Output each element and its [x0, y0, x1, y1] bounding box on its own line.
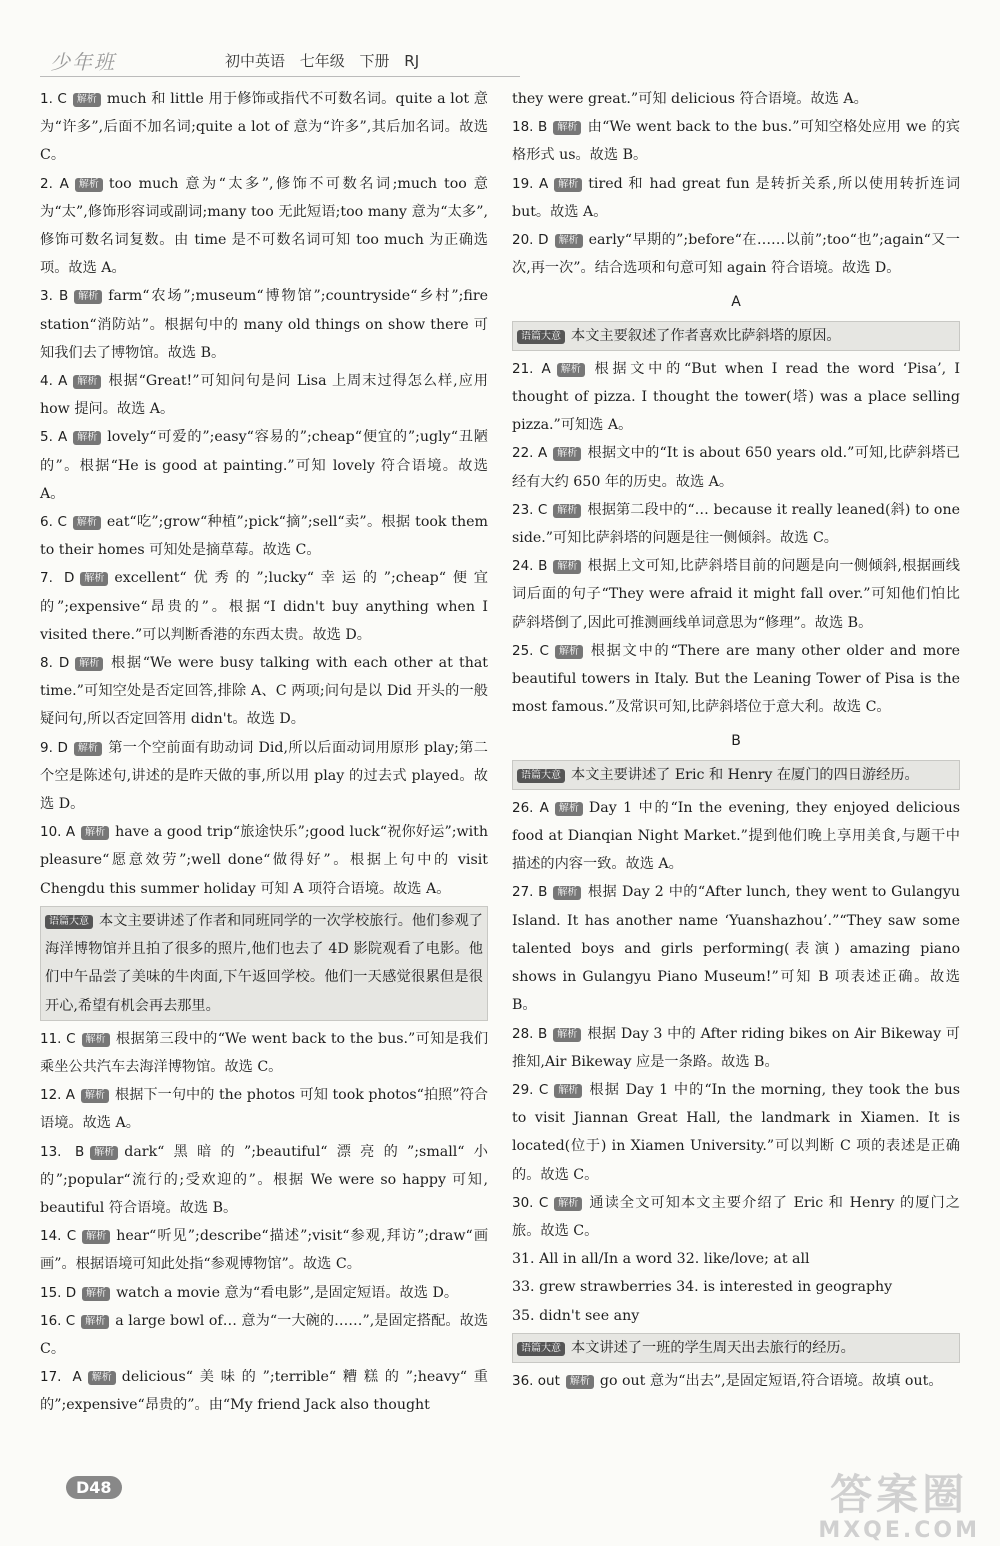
analysis-tag: 解析 [554, 178, 582, 192]
question-number: 4. A [40, 373, 68, 390]
analysis-tag: 解析 [555, 802, 583, 816]
question-number: 3. B [40, 288, 69, 305]
analysis-tag: 解析 [553, 447, 581, 461]
analysis-tag: 解析 [80, 572, 108, 586]
analysis-tag: 解析 [82, 1033, 110, 1047]
explanation-text: a large bowl of… 意为“一大碗的……”,是固定搭配。故选 C。 [40, 1312, 489, 1357]
summary-text: 本文主要讲述了 Eric 和 Henry 在厦门的四日游经历。 [571, 766, 919, 783]
summary-text: 本文讲述了一班的学生周天出去旅行的经历。 [571, 1339, 855, 1356]
explanation-text: Day 1 中的“In the evening, they enjoyed delicious food at Dianqian Night Market.”提到他们晚上享用美食,与题干中描述的内容一致。故选 A。 [512, 799, 960, 873]
answer-entry [40, 170, 488, 283]
analysis-tag: 解析 [82, 1230, 110, 1244]
explanation-text: eat“吃”;grow“种植”;pick“摘”;sell“卖”。根据 took them to their homes 可知处是摘草莓。故选 C。 [40, 514, 488, 559]
question-number: 6. C [40, 514, 67, 531]
explanation-text: 根据第三段中的“We went back to the bus.”可知是我们乘坐公共汽车去海洋博物馆。故选 C。 [40, 1030, 489, 1075]
explanation-text: too much 意为“太多”,修饰不可数名词;much too 意为“太”,修饰形容词或副词;many too 无此短语;too many 意为“太多”,修饰可数名词复数。由 time 是不可数名词可知 too much 为正确选项。故选 A。 [40, 175, 488, 277]
answer-entry [512, 878, 960, 1019]
right-column [512, 85, 960, 1395]
analysis-tag: 解析 [74, 742, 102, 756]
watermark-url: MXQE.COM [818, 1518, 980, 1543]
analysis-tag: 解析 [553, 560, 581, 574]
subject-line: 初中英语 七年级 下册 RJ [225, 52, 420, 70]
analysis-tag: 解析 [73, 375, 101, 389]
analysis-tag: 解析 [555, 645, 583, 659]
summary-text: 本文主要叙述了作者喜欢比萨斜塔的原因。 [571, 327, 841, 344]
explanation-text: watch a movie 意为“看电影”,是固定短语。故选 D。 [116, 1284, 459, 1301]
question-number: 10. A [40, 824, 76, 841]
analysis-tag: 解析 [73, 93, 101, 107]
explanation-text: lovely“可爱的”;easy“容易的”;cheap“便宜的”;ugly“丑陋的”。根据“He is good at painting.”可知 lovely 符合语境。故选 A。 [40, 429, 488, 502]
analysis-tag: 解析 [75, 657, 103, 671]
answer-entry [40, 85, 488, 170]
brand-logo: 少年班 [50, 50, 116, 74]
answer-entry [40, 282, 488, 367]
answer-entry [40, 423, 488, 508]
explanation-text: 通读全文可知本文主要介绍了 Eric 和 Henry 的厦门之旅。故选 C。 [512, 1194, 960, 1239]
explanation-text: hear“听见”;describe“描述”;visit“参观,拜访”;draw“画画”。根据语境可知此处指“参观博物馆”。故选 C。 [40, 1228, 489, 1273]
explanation-text: 根据 Day 3 中的 After riding bikes on Air Bikeway 可推知,Air Bikeway 应是一条路。故选 B。 [512, 1025, 960, 1070]
analysis-tag: 解析 [553, 886, 581, 900]
question-number: 15. D [40, 1284, 77, 1301]
question-number: 7. D [40, 570, 75, 587]
answer-entry [40, 1138, 488, 1223]
explanation-text: delicious“美味的”;terrible“糟糕的”;heavy“重的”;expensive“昂贵的”。由“My friend Jack also thought [40, 1369, 488, 1414]
continued-text: they were great.”可知 delicious 符合语境。故选 A。 [512, 91, 868, 107]
question-number: 2. A [40, 175, 69, 192]
answer-entry [512, 1367, 960, 1395]
answer-entry [40, 649, 488, 734]
explanation-text: 根据文中的“But when I read the word ‘Pisa’, I thought of pizza. I thought the tower(塔) was a place selling pizza.”可知选 A。 [512, 360, 960, 434]
answer-entry [40, 508, 488, 564]
answer-entry [40, 1279, 488, 1307]
section-heading: B [731, 733, 741, 750]
analysis-tag: 解析 [88, 1371, 116, 1385]
passage-summary [512, 321, 960, 351]
left-column [40, 85, 488, 1420]
analysis-tag: 解析 [554, 1084, 582, 1098]
answer-entry [512, 794, 960, 879]
question-number: 20. D [512, 232, 549, 249]
question-number: 24. B [512, 558, 548, 575]
analysis-tag: 解析 [81, 826, 109, 840]
passage-summary [512, 1333, 960, 1363]
analysis-tag: 解析 [75, 178, 103, 192]
answer-line: 31. All in all/In a word 32. like/love; at all [512, 1251, 810, 1268]
question-number: 25. C [512, 642, 549, 659]
analysis-tag: 解析 [81, 1315, 109, 1329]
analysis-tag: 解析 [553, 504, 581, 518]
explanation-text: 根据第二段中的“… because it really leaned(斜) to one side.”可知比萨斜塔的问题是往一侧倾斜。故选 C。 [512, 501, 961, 547]
explanation-text: 由“We went back to the bus.”可知空格处应用 we 的宾格形式 us。故选 B。 [512, 119, 960, 164]
analysis-tag: 解析 [566, 1375, 594, 1389]
explanation-text: 根据“Great!”可知问句是问 Lisa 上周末过得怎么样,应用 how 提问。故选 A。 [40, 373, 488, 418]
analysis-tag: 解析 [554, 1197, 582, 1211]
answer-entry [40, 367, 488, 423]
answer-entry [40, 1081, 488, 1137]
explanation-text: farm“农场”;museum“博物馆”;countryside“乡村”;fire station“消防站”。根据句中的 many old things on show there 可知我们去了博物馆。故选 B。 [40, 288, 488, 361]
passage-summary [512, 760, 960, 790]
question-number: 5. A [40, 429, 68, 446]
analysis-tag: 解析 [553, 1028, 581, 1042]
question-number: 27. B [512, 884, 548, 901]
answer-entry [40, 564, 488, 649]
question-number: 8. D [40, 655, 70, 672]
question-number: 13. B [40, 1143, 85, 1160]
explanation-text: 第一个空前面有助动词 Did,所以后面动词用原形 play;第二个空是陈述句,讲述的是昨天做的事,所以用 play 的过去式 played。故选 D。 [40, 739, 488, 813]
answer-entry [512, 439, 960, 495]
section-heading: A [731, 294, 741, 311]
answer-line: 33. grew strawberries 34. is interested in geography [512, 1279, 893, 1296]
explanation-text: early“早期的”;before“在……以前”;too“也”;again“又一次,再一次”。结合选项和句意可知 again 符合语境。故选 D。 [512, 232, 960, 277]
page-number: D48 [66, 1476, 122, 1499]
question-number: 16. C [40, 1312, 76, 1329]
question-number: 17. A [40, 1369, 82, 1386]
analysis-tag: 解析 [555, 234, 583, 248]
answer-entry [512, 1189, 960, 1245]
analysis-tag: 解析 [557, 363, 585, 377]
answer-entry [512, 355, 960, 440]
explanation-text: excellent“优秀的”;lucky“幸运的”;cheap“便宜的”;expensive“昂贵的”。根据“I didn't buy anything when I visited there.”可以判断香港的东西太贵。故选 D。 [40, 570, 488, 643]
question-number: 19. A [512, 175, 549, 192]
header-rule [40, 76, 520, 77]
answer-line: 35. didn't see any [512, 1307, 640, 1324]
explanation-text: have a good trip“旅途快乐”;good luck“祝你好运”;with pleasure“愿意效劳”;well done“做得好”。根据上句中的 visit Chengdu this summer holiday 可知 A 项符合语境。故选 A。 [40, 824, 488, 897]
answer-entry [40, 1025, 488, 1081]
question-number: 23. C [512, 501, 548, 518]
question-number: 29. C [512, 1081, 549, 1098]
explanation-text: 根据文中的“It is about 650 years old.”可知,比萨斜塔已经有大约 650 年的历史。故选 A。 [512, 445, 960, 490]
question-number: 26. A [512, 799, 549, 816]
explanation-text: dark“黑暗的”;beautiful“漂亮的”;small“小的”;popular“流行的;受欢迎的”。根据 We were so happy 可知, beautiful 符合语境。故选 B。 [40, 1143, 488, 1216]
question-number: 9. D [40, 739, 68, 756]
answer-entry [512, 226, 960, 282]
analysis-tag: 解析 [73, 516, 101, 530]
analysis-tag: 解析 [82, 1287, 110, 1301]
explanation-text: 根据文中的“There are many other older and more beautiful towers in Italy. But the Leaning Tower of Pisa is the most famous.”及常识可知,比萨斜塔位于意大利。故选 C。 [512, 642, 960, 716]
summary-tag: 语篇大意 [517, 330, 565, 344]
passage-summary [40, 906, 488, 1021]
explanation-text: 根据上文可知,比萨斜塔目前的问题是向一侧倾斜,根据画线词后面的句子“They were afraid it might fall over.”可知他们怕比萨斜塔倒了,因此可推测画线单词意思为“修理”。故选 B。 [512, 558, 960, 631]
question-number: 36. out [512, 1372, 560, 1389]
explanation-text: go out 意为“出去”,是固定短语,符合语境。故填 out。 [599, 1372, 943, 1389]
question-number: 18. B [512, 119, 548, 136]
summary-tag: 语篇大意 [517, 769, 565, 783]
explanation-text: much 和 little 用于修饰或指代不可数名词。quite a lot 意为“许多”,后面不加名词;quite a lot of 意为“许多”,其后加名词。故选 C。 [40, 91, 488, 164]
question-number: 11. C [40, 1030, 76, 1047]
explanation-text: tired 和 had great fun 是转折关系,所以使用转折连词 but。故选 A。 [512, 175, 961, 220]
answer-entry [40, 818, 488, 903]
answer-entry [512, 113, 960, 169]
explanation-text: 根据下一句中的 the photos 可知 took photos“拍照”符合语境。故选 A。 [40, 1087, 488, 1132]
question-number: 12. A [40, 1087, 76, 1104]
answer-entry [512, 1020, 960, 1076]
summary-text: 本文主要讲述了作者和同班同学的一次学校旅行。他们参观了海洋博物馆并且拍了很多的照片,他们也去了 4D 影院观看了电影。他们中午品尝了美味的牛肉面,下午返回学校。他们一天感觉很累但是很开心,希望有机会再去那里。 [45, 912, 483, 1014]
answer-entry [40, 1307, 488, 1363]
answer-entry [512, 496, 960, 552]
question-number: 28. B [512, 1025, 548, 1042]
question-number: 21. A [512, 360, 551, 377]
analysis-tag: 解析 [553, 121, 581, 135]
answer-entry [512, 552, 960, 637]
watermark-logo: 答案圈 [830, 1470, 969, 1519]
explanation-text: 根据 Day 2 中的“After lunch, they went to Gulangyu Island. It has another name ‘Yuanshazhou’.”“They saw some talented boys and girls performing(表演) amazing piano shows in Gulangyu Piano Museum!”可知 B 项表述正确。故选 B。 [512, 884, 960, 1014]
question-number: 22. A [512, 445, 548, 462]
answer-entry [40, 1222, 488, 1278]
page-header [40, 44, 965, 74]
question-number: 30. C [512, 1194, 549, 1211]
answer-entry [512, 1076, 960, 1189]
answer-entry [512, 637, 960, 722]
explanation-text: 根据 Day 1 中的“In the morning, they took the bus to visit Jiannan Great Hall, the landmark in Xiamen. It is located(位于) in Xiamen University.”可以判断 C 项的表述是正确的。故选 C。 [512, 1081, 960, 1183]
explanation-text: 根据“We were busy talking with each other at that time.”可知空处是否定回答,排除 A、C 两项;问句是以 Did 开头的一般疑问句,所以否定回答用 didn't。故选 D。 [40, 655, 488, 728]
summary-tag: 语篇大意 [517, 1342, 565, 1356]
watermark [818, 1472, 980, 1543]
summary-tag: 语篇大意 [45, 915, 93, 929]
analysis-tag: 解析 [90, 1146, 118, 1160]
answer-entry [40, 1363, 488, 1419]
analysis-tag: 解析 [81, 1089, 109, 1103]
answer-entry [512, 170, 960, 226]
answer-entry [40, 734, 488, 819]
question-number: 1. C [40, 91, 67, 107]
analysis-tag: 解析 [74, 290, 102, 304]
question-number: 14. C [40, 1228, 77, 1245]
analysis-tag: 解析 [73, 431, 101, 445]
